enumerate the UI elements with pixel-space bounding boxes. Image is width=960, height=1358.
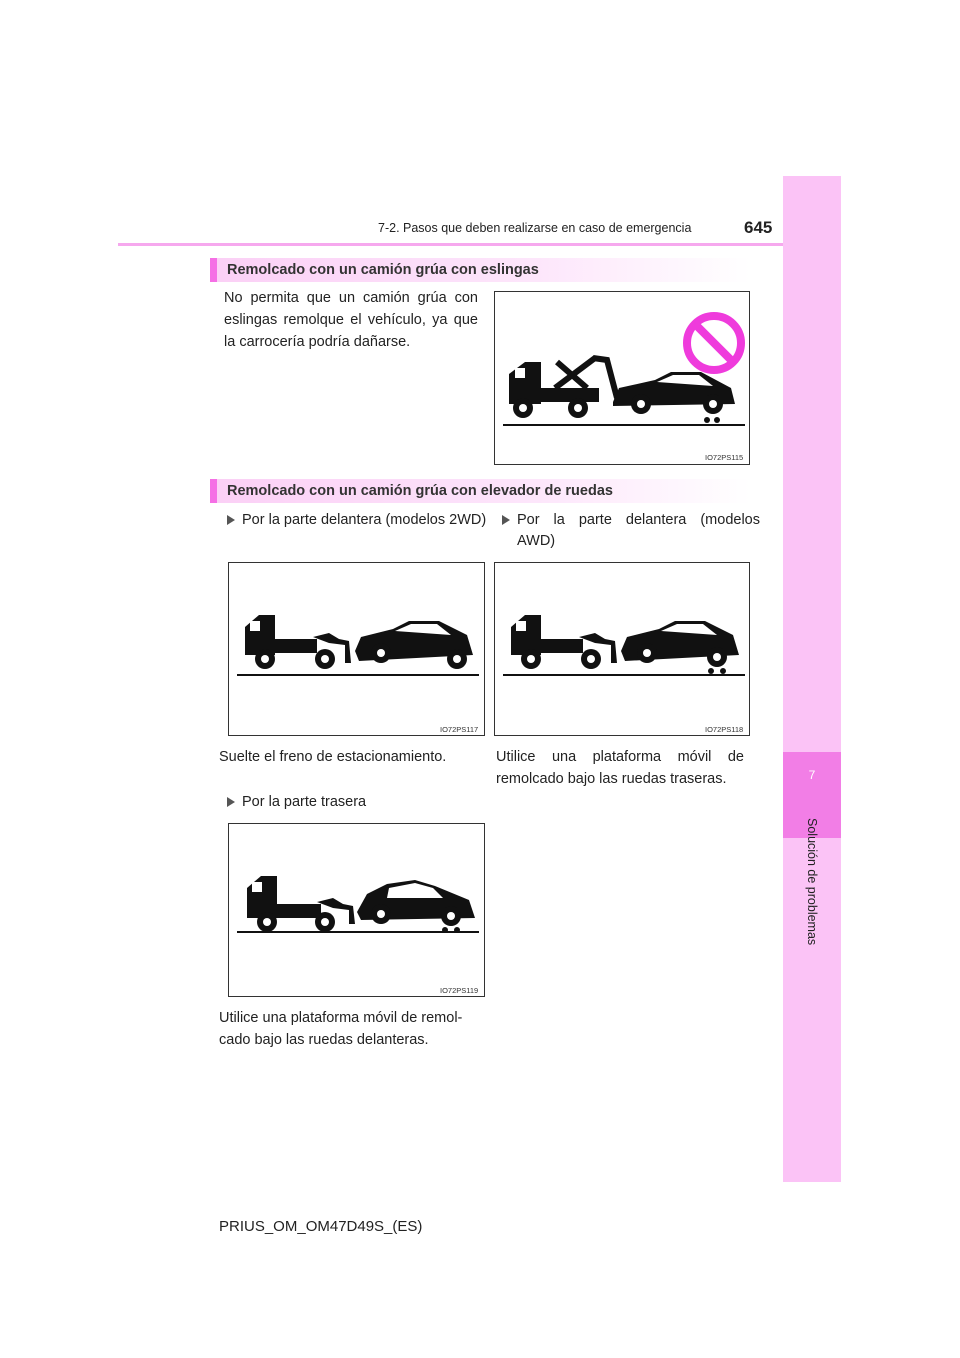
figure-front-awd: [494, 562, 750, 736]
figure-rear: [228, 823, 485, 997]
truck-icon: [247, 876, 355, 932]
figure-code: IO72PS115: [705, 453, 744, 462]
figure-code: IO72PS117: [440, 725, 479, 734]
truck-icon: [245, 615, 351, 669]
header-rule: [118, 243, 783, 246]
caption-front-2wd: Suelte el freno de estacionamiento.: [219, 749, 447, 765]
figure-sling-tow: [494, 291, 750, 465]
bullet-front-awd: Por la parte delantera (modelos AWD): [501, 510, 760, 552]
wheel-lift-awd-illustration: [495, 563, 751, 737]
wheel-lift-rear-illustration: [229, 824, 486, 998]
car-icon: [355, 621, 473, 669]
bullet-rear: Por la parte trasera: [226, 792, 494, 813]
figure-code: IO72PS119: [440, 986, 479, 995]
section-title-sling: Remolcado con un camión grúa con eslingas: [210, 258, 750, 282]
truck-icon: [511, 615, 617, 669]
bullet-front-2wd: Por la parte delantera (modelos 2WD): [226, 510, 494, 531]
truck-icon: [509, 362, 599, 418]
wheel-lift-2wd-illustration: [229, 563, 486, 737]
car-icon: [621, 621, 739, 674]
chapter-sidebar: [783, 176, 841, 1182]
document-code: PRIUS_OM_OM47D49S_(ES): [219, 1218, 423, 1235]
sling-tow-illustration: [495, 292, 751, 466]
car-icon: [357, 880, 475, 933]
car-icon: [613, 372, 735, 423]
caption-rear: Utilice una plataforma móvil de remol-cado bajo las ruedas delanteras.: [219, 1010, 463, 1048]
caption-front-awd: Utilice una plataforma móvil de remolcado bajo las ruedas traseras.: [496, 749, 744, 787]
running-header: 7-2. Pasos que deben realizarse en caso de emergencia: [378, 221, 692, 235]
chapter-title: Solución de problemas: [805, 818, 819, 946]
figure-front-2wd: [228, 562, 485, 736]
figure-code: IO72PS118: [705, 725, 744, 734]
section-title-wheel-lift: Remolcado con un camión grúa con elevador de ruedas: [210, 479, 750, 503]
sling-warning-text: No permita que un camión grúa con eslingas remolque el vehículo, ya que la carrocería podría dañarse.: [224, 290, 478, 350]
chapter-number: 7: [808, 768, 816, 782]
prohibition-icon: [687, 316, 741, 370]
page-number: 645: [744, 218, 773, 237]
